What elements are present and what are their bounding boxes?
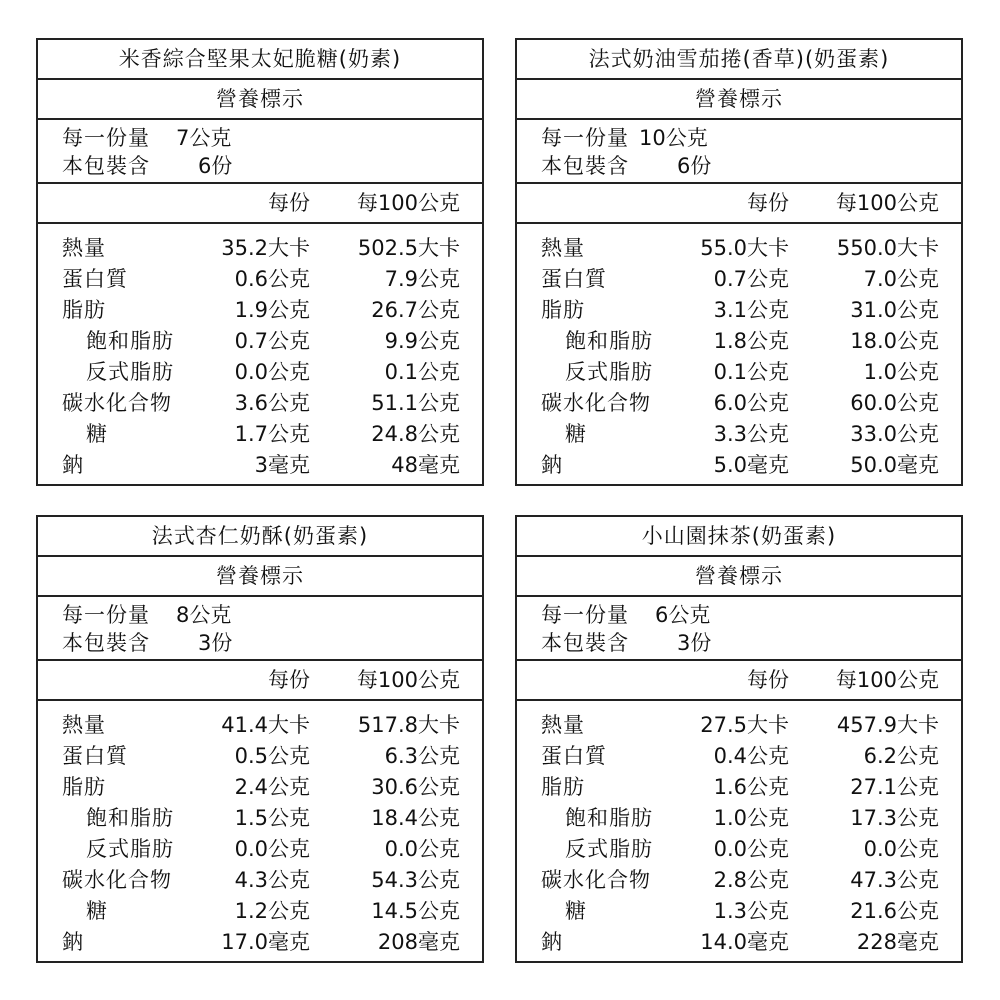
column-header <box>38 661 482 701</box>
nutrition-heading: 營養標示 <box>517 80 961 120</box>
nutrient-row <box>38 233 482 264</box>
serving-size-label: 每一份量 <box>541 603 629 627</box>
per-100g-value: 6.3公克 <box>384 744 460 768</box>
nutrient-label: 飽和脂肪 <box>86 329 174 353</box>
per-serving-value: 1.5公克 <box>234 806 310 830</box>
per-serving-header: 每份 <box>747 191 789 215</box>
nutrient-label: 鈉 <box>541 453 563 477</box>
per-serving-value: 1.2公克 <box>234 899 310 923</box>
per-100g-value: 33.0公克 <box>850 422 939 446</box>
nutrient-row <box>517 233 961 264</box>
per-100g-value: 0.1公克 <box>384 360 460 384</box>
nutrient-label: 脂肪 <box>62 775 106 799</box>
per-100g-value: 7.9公克 <box>384 267 460 291</box>
per-serving-value: 0.0公克 <box>234 360 310 384</box>
per-serving-value: 17.0毫克 <box>221 930 310 954</box>
serving-size-value: 10公克 <box>639 126 708 150</box>
per-serving-value: 35.2大卡 <box>221 236 310 260</box>
nutrient-label: 熱量 <box>62 236 106 260</box>
product-title: 法式奶油雪茄捲(香草)(奶蛋素) <box>517 40 961 80</box>
per-serving-value: 1.8公克 <box>713 329 789 353</box>
nutrition-panel <box>36 515 484 963</box>
per-100g-value: 24.8公克 <box>371 422 460 446</box>
per-100g-value: 502.5大卡 <box>357 236 460 260</box>
nutrient-row <box>517 295 961 326</box>
nutrient-label: 蛋白質 <box>62 267 128 291</box>
serving-info <box>38 120 482 184</box>
nutrient-label: 蛋白質 <box>62 744 128 768</box>
product-title: 法式杏仁奶酥(奶蛋素) <box>38 517 482 557</box>
servings-per-pack-value: 3份 <box>198 631 233 655</box>
nutrient-row <box>517 388 961 419</box>
nutrient-label: 鈉 <box>62 930 84 954</box>
per-100g-value: 517.8大卡 <box>357 713 460 737</box>
nutrient-row <box>38 450 482 481</box>
per-serving-value: 3.3公克 <box>713 422 789 446</box>
per-100g-value: 0.0公克 <box>863 837 939 861</box>
nutrient-label: 糖 <box>86 899 108 923</box>
nutrient-label: 蛋白質 <box>541 267 607 291</box>
serving-size-value: 6公克 <box>655 603 711 627</box>
nutrient-row <box>38 772 482 803</box>
nutrient-label: 碳水化合物 <box>62 868 172 892</box>
servings-per-pack-value: 6份 <box>198 154 233 178</box>
per-serving-value: 2.8公克 <box>713 868 789 892</box>
nutrient-row <box>517 710 961 741</box>
nutrient-row <box>517 264 961 295</box>
per-100g-header: 每100公克 <box>835 668 939 692</box>
per-serving-value: 5.0毫克 <box>713 453 789 477</box>
nutrient-rows <box>38 701 482 958</box>
servings-per-pack-value: 3份 <box>677 631 712 655</box>
nutrition-heading: 營養標示 <box>517 557 961 597</box>
per-100g-value: 208毫克 <box>377 930 460 954</box>
serving-size-value: 8公克 <box>176 603 232 627</box>
nutrient-label: 碳水化合物 <box>541 391 651 415</box>
nutrient-row <box>38 419 482 450</box>
nutrient-row <box>517 865 961 896</box>
per-serving-value: 0.0公克 <box>713 837 789 861</box>
nutrient-row <box>38 357 482 388</box>
product-title: 米香綜合堅果太妃脆糖(奶素) <box>38 40 482 80</box>
per-serving-value: 3毫克 <box>254 453 310 477</box>
servings-per-pack-label: 本包裝含 <box>62 154 150 178</box>
per-100g-value: 18.4公克 <box>371 806 460 830</box>
nutrient-label: 飽和脂肪 <box>565 329 653 353</box>
per-100g-value: 60.0公克 <box>850 391 939 415</box>
per-100g-value: 21.6公克 <box>850 899 939 923</box>
nutrient-label: 糖 <box>565 422 587 446</box>
nutrient-row <box>38 896 482 927</box>
per-100g-value: 228毫克 <box>856 930 939 954</box>
per-serving-value: 0.7公克 <box>713 267 789 291</box>
nutrient-row <box>38 741 482 772</box>
nutrient-row <box>38 834 482 865</box>
nutrient-rows <box>517 224 961 481</box>
nutrient-row <box>517 419 961 450</box>
nutrient-label: 熱量 <box>62 713 106 737</box>
nutrient-row <box>38 295 482 326</box>
per-100g-value: 6.2公克 <box>863 744 939 768</box>
per-100g-value: 54.3公克 <box>371 868 460 892</box>
per-100g-value: 17.3公克 <box>850 806 939 830</box>
nutrient-row <box>38 710 482 741</box>
per-serving-value: 0.1公克 <box>713 360 789 384</box>
nutrient-row <box>517 896 961 927</box>
servings-per-pack-label: 本包裝含 <box>541 154 629 178</box>
per-serving-value: 27.5大卡 <box>700 713 789 737</box>
nutrient-label: 鈉 <box>541 930 563 954</box>
nutrition-panel <box>515 515 963 963</box>
per-100g-header: 每100公克 <box>835 191 939 215</box>
per-serving-header: 每份 <box>747 668 789 692</box>
per-100g-value: 30.6公克 <box>371 775 460 799</box>
serving-info <box>517 120 961 184</box>
nutrient-label: 脂肪 <box>62 298 106 322</box>
per-serving-value: 0.6公克 <box>234 267 310 291</box>
nutrient-rows <box>517 701 961 958</box>
per-100g-header: 每100公克 <box>356 191 460 215</box>
column-header <box>38 184 482 224</box>
nutrient-row <box>38 388 482 419</box>
nutrient-label: 飽和脂肪 <box>86 806 174 830</box>
nutrient-row <box>38 264 482 295</box>
servings-per-pack-label: 本包裝含 <box>541 631 629 655</box>
per-100g-value: 31.0公克 <box>850 298 939 322</box>
per-serving-header: 每份 <box>268 668 310 692</box>
per-serving-value: 3.6公克 <box>234 391 310 415</box>
per-serving-value: 41.4大卡 <box>221 713 310 737</box>
per-100g-value: 18.0公克 <box>850 329 939 353</box>
nutrient-label: 蛋白質 <box>541 744 607 768</box>
serving-size-label: 每一份量 <box>62 126 150 150</box>
nutrient-label: 反式脂肪 <box>565 360 653 384</box>
per-100g-value: 0.0公克 <box>384 837 460 861</box>
nutrient-label: 反式脂肪 <box>86 360 174 384</box>
nutrient-label: 糖 <box>565 899 587 923</box>
per-100g-header: 每100公克 <box>356 668 460 692</box>
nutrient-row <box>517 357 961 388</box>
serving-size-label: 每一份量 <box>541 126 629 150</box>
per-serving-value: 4.3公克 <box>234 868 310 892</box>
per-serving-value: 14.0毫克 <box>700 930 789 954</box>
per-serving-value: 1.0公克 <box>713 806 789 830</box>
nutrient-row <box>517 803 961 834</box>
per-serving-value: 1.6公克 <box>713 775 789 799</box>
nutrient-row <box>517 741 961 772</box>
serving-size-value: 7公克 <box>176 126 232 150</box>
nutrient-label: 糖 <box>86 422 108 446</box>
product-title: 小山園抹茶(奶蛋素) <box>517 517 961 557</box>
per-100g-value: 1.0公克 <box>863 360 939 384</box>
per-100g-value: 50.0毫克 <box>850 453 939 477</box>
nutrition-panel <box>515 38 963 486</box>
nutrient-row <box>517 326 961 357</box>
per-100g-value: 47.3公克 <box>850 868 939 892</box>
per-100g-value: 51.1公克 <box>371 391 460 415</box>
nutrient-label: 熱量 <box>541 236 585 260</box>
nutrient-row <box>38 803 482 834</box>
per-100g-value: 26.7公克 <box>371 298 460 322</box>
nutrient-label: 碳水化合物 <box>541 868 651 892</box>
nutrient-row <box>517 772 961 803</box>
per-100g-value: 9.9公克 <box>384 329 460 353</box>
serving-info <box>38 597 482 661</box>
per-serving-value: 0.7公克 <box>234 329 310 353</box>
per-serving-value: 3.1公克 <box>713 298 789 322</box>
nutrient-label: 碳水化合物 <box>62 391 172 415</box>
nutrient-rows <box>38 224 482 481</box>
serving-size-label: 每一份量 <box>62 603 150 627</box>
per-100g-value: 7.0公克 <box>863 267 939 291</box>
nutrition-heading: 營養標示 <box>38 80 482 120</box>
servings-per-pack-label: 本包裝含 <box>62 631 150 655</box>
per-100g-value: 550.0大卡 <box>836 236 939 260</box>
per-serving-value: 0.5公克 <box>234 744 310 768</box>
nutrient-row <box>517 834 961 865</box>
per-100g-value: 457.9大卡 <box>836 713 939 737</box>
nutrient-label: 反式脂肪 <box>86 837 174 861</box>
nutrition-heading: 營養標示 <box>38 557 482 597</box>
per-serving-value: 1.3公克 <box>713 899 789 923</box>
per-serving-value: 1.9公克 <box>234 298 310 322</box>
per-100g-value: 27.1公克 <box>850 775 939 799</box>
nutrition-panel <box>36 38 484 486</box>
servings-per-pack-value: 6份 <box>677 154 712 178</box>
column-header <box>517 184 961 224</box>
nutrient-row <box>517 450 961 481</box>
nutrient-row <box>38 865 482 896</box>
nutrient-row <box>517 927 961 958</box>
nutrient-label: 脂肪 <box>541 298 585 322</box>
per-100g-value: 14.5公克 <box>371 899 460 923</box>
per-serving-value: 2.4公克 <box>234 775 310 799</box>
per-serving-value: 0.4公克 <box>713 744 789 768</box>
per-serving-value: 55.0大卡 <box>700 236 789 260</box>
nutrient-label: 熱量 <box>541 713 585 737</box>
column-header <box>517 661 961 701</box>
nutrient-label: 反式脂肪 <box>565 837 653 861</box>
per-serving-header: 每份 <box>268 191 310 215</box>
per-serving-value: 0.0公克 <box>234 837 310 861</box>
per-100g-value: 48毫克 <box>391 453 460 477</box>
per-serving-value: 6.0公克 <box>713 391 789 415</box>
nutrient-row <box>38 927 482 958</box>
nutrient-row <box>38 326 482 357</box>
nutrient-label: 鈉 <box>62 453 84 477</box>
serving-info <box>517 597 961 661</box>
nutrient-label: 飽和脂肪 <box>565 806 653 830</box>
per-serving-value: 1.7公克 <box>234 422 310 446</box>
nutrient-label: 脂肪 <box>541 775 585 799</box>
